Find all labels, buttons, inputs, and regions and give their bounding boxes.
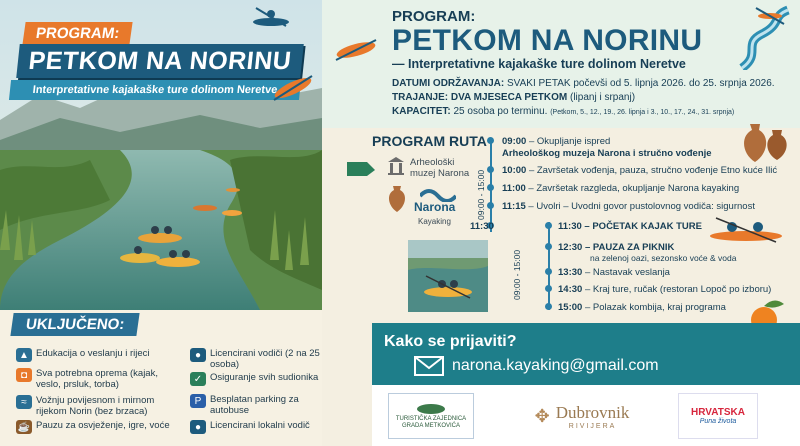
river-kayak-icon bbox=[732, 4, 796, 70]
timeline-dot bbox=[487, 137, 494, 144]
program-item: 13:30 – Nastavak veslanja bbox=[558, 267, 670, 278]
left-panel bbox=[0, 0, 322, 446]
waves-icon: ≈ bbox=[16, 395, 32, 409]
kayaking-logo: Narona bbox=[414, 200, 456, 214]
life-vest-icon: ◘ bbox=[16, 368, 32, 382]
graduation-cap-icon: ▲ bbox=[16, 348, 32, 362]
coffee-icon: ☕ bbox=[17, 421, 31, 433]
page-subtitle: Interpretativne kajakaške ture dolinom Neretve bbox=[9, 80, 301, 100]
program-item: 12:30 – PAUZA ZA PIKNIK bbox=[558, 242, 675, 253]
included-item: ≈ Vožnju povijesnom i mirnom rijekom Norin (bez brzaca) bbox=[16, 395, 176, 417]
capacity-row: KAPACITET: 25 osoba po terminu. (Petkom, 5., 12., 19., 26. lipnja i 3., 10., 17., 24., 31. srpnja) bbox=[392, 106, 735, 117]
timeline-dot bbox=[545, 268, 552, 275]
timeline-dot bbox=[487, 166, 494, 173]
contact-panel bbox=[372, 323, 800, 446]
included-item: ▲ Edukacija o veslanju i rijeci bbox=[16, 348, 186, 362]
kayak-group-icon bbox=[706, 214, 786, 244]
timeline-dot bbox=[487, 184, 494, 191]
program-item: 15:00 – Polazak kombija, kraj programa bbox=[558, 302, 726, 313]
included-item: ● Licencirani vodiči (2 na 25 osoba) bbox=[190, 348, 320, 370]
program-label: PROGRAM: bbox=[22, 22, 133, 45]
program-item: 10:00 – Završetak vođenja, pauza, stručno vođenje Etno kuće Ilić bbox=[502, 165, 778, 176]
program-item: 14:30 – Kraj ture, ručak (restoran Lopoč po izboru) bbox=[558, 284, 772, 295]
program-heading: PROGRAM RUTA bbox=[372, 133, 487, 149]
museum-logo: Arheološki muzej Narona bbox=[410, 157, 470, 179]
included-item: ☕ Pauzu za osvježenje, igre, voće bbox=[17, 420, 170, 433]
time-range-label: 09:00 - 15:00 bbox=[512, 249, 522, 300]
program-item-detail: Arheološkog muzeja Narona i stručno vođenje bbox=[502, 148, 712, 159]
local-guide-icon: ● bbox=[190, 420, 206, 434]
hrvatska-logo: HRVATSKA Puna života bbox=[678, 393, 758, 439]
amphora-icon bbox=[384, 184, 410, 214]
parking-icon: P bbox=[190, 394, 206, 408]
program-item: 11:30 bbox=[470, 221, 494, 232]
tz-leaf-icon bbox=[414, 402, 448, 416]
page-title: PETKOM NA NORINU bbox=[16, 44, 304, 78]
included-item: ● Licencirani lokalni vodič bbox=[190, 420, 320, 434]
arrow-icon bbox=[345, 156, 377, 178]
kayaking-logo-sub: Kayaking bbox=[418, 217, 451, 226]
program-item-detail: na zelenoj oazi, sezonsko voće & voda bbox=[590, 253, 737, 263]
email-link[interactable]: narona.kayaking@gmail.com bbox=[452, 357, 659, 374]
contact-heading: Kako se prijaviti? bbox=[384, 333, 517, 350]
shield-icon: ✓ bbox=[190, 372, 206, 386]
program-item: 09:00 – Okupljanje ispred bbox=[502, 136, 611, 147]
timeline-dot bbox=[545, 285, 552, 292]
timeline-dot bbox=[487, 202, 494, 209]
time-range-label: 09:00 - 15:00 bbox=[476, 169, 486, 220]
program-item: 11:15 – Uvolri – Uvodni govor pustolovnog vodiča: sigurnost bbox=[502, 201, 755, 212]
timeline-dot bbox=[545, 243, 552, 250]
included-heading: UKLJUČENO: bbox=[10, 313, 140, 336]
kayak-icon bbox=[270, 72, 316, 102]
included-item: ✓ Osiguranje svih sudionika bbox=[190, 372, 320, 386]
guide-icon: ● bbox=[190, 348, 206, 362]
dubrovnik-logo: ✥ Dubrovnik RIVIJERA bbox=[534, 402, 630, 430]
timeline-dot bbox=[545, 222, 552, 229]
header-info bbox=[322, 0, 800, 128]
email-icon bbox=[414, 356, 444, 376]
timeline-line bbox=[548, 222, 550, 310]
main-title: PETKOM NA NORINU bbox=[392, 24, 703, 57]
dubrovnik-emblem-icon: ✥ bbox=[534, 405, 550, 426]
program-item: 11:00 – Završetak razgleda, okupljanje Narona kayaking bbox=[502, 183, 740, 194]
tz-metkovic-logo: TURISTIČKA ZAJEDNICA GRADA METKOVIĆA bbox=[388, 393, 474, 439]
program-label: PROGRAM: bbox=[392, 8, 476, 25]
email-row[interactable] bbox=[414, 356, 659, 376]
museum-icon bbox=[386, 156, 406, 176]
partners-strip bbox=[372, 385, 800, 446]
kayak-photo bbox=[408, 240, 488, 312]
timeline-dot bbox=[545, 303, 552, 310]
dates-row: DATUMI ODRŽAVANJA: SVAKI PETAK počevši od 5. lipnja 2026. do 25. srpnja 2026. bbox=[392, 78, 775, 89]
kayak-icon bbox=[332, 36, 380, 62]
amphora-icon bbox=[742, 120, 792, 164]
program-item: 11:30 – POČETAK KAJAK TURE bbox=[558, 221, 702, 232]
included-item: P Besplatan parking za autobuse bbox=[190, 394, 320, 416]
included-item: ◘ Sva potrebna oprema (kajak, veslo, prsluk, torba) bbox=[16, 368, 176, 390]
main-subtitle: — Interpretativne kajakaške ture dolinom Neretve bbox=[392, 57, 686, 71]
kayak-paddler-icon bbox=[250, 6, 292, 28]
duration-row: TRAJANJE: DVA MJESECA PETKOM (lipanj i srpanj) bbox=[392, 92, 636, 103]
